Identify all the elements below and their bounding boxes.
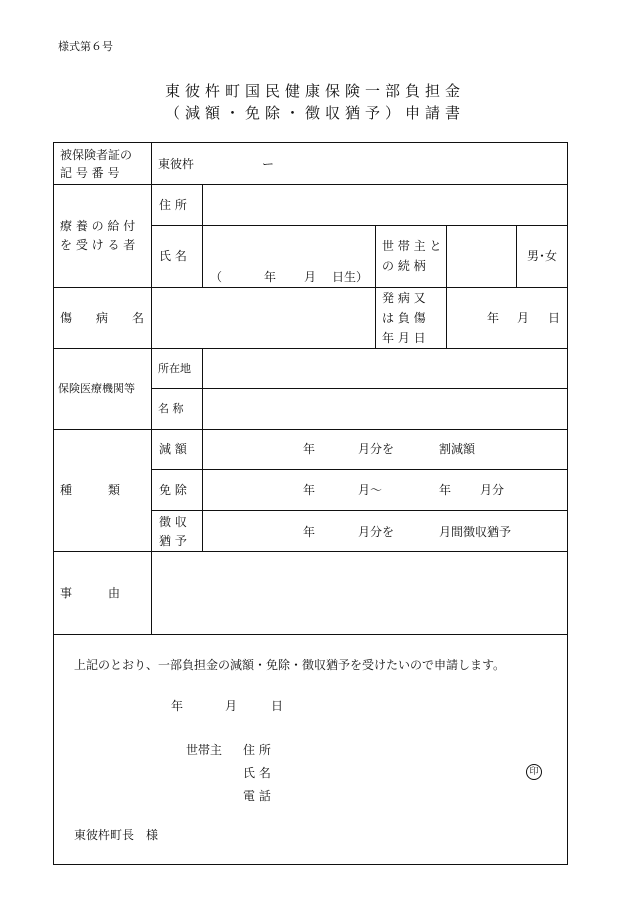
householder-name-label: 氏 名: [243, 766, 271, 780]
relation-label-line2: の 続 柄: [382, 259, 426, 273]
insured-card-label-line1: 被保険者証の: [60, 148, 133, 162]
row-divider: [53, 348, 568, 349]
birth-open-paren: （: [210, 270, 223, 284]
row-divider: [151, 469, 568, 470]
deferral-year: 年: [303, 525, 316, 539]
exemption-label: 免 除: [159, 483, 187, 497]
birth-year-label: 年: [264, 270, 277, 284]
type-label: 種 類: [60, 483, 121, 497]
householder-label: 世帯主: [186, 743, 223, 757]
relation-label-line1: 世 帯 主 と: [382, 239, 442, 253]
birth-month-label: 月: [304, 270, 317, 284]
date-month: 月: [225, 699, 238, 713]
deferral-period: 月間徴収猶予: [439, 525, 512, 539]
column-divider: [202, 348, 203, 551]
onset-year: 年: [487, 311, 500, 325]
row-divider: [151, 184, 568, 185]
exemption-year: 年: [303, 483, 316, 497]
column-divider: [516, 225, 517, 287]
column-divider: [446, 225, 447, 348]
recipient-name-label: 氏 名: [159, 249, 187, 263]
row-divider: [53, 551, 568, 552]
recipient-address-label: 住 所: [159, 198, 187, 212]
declaration-statement: 上記のとおり、一部負担金の減額・免除・徴収猶予を受けたいので申請します。: [74, 658, 506, 672]
exemption-month: 月～: [358, 483, 383, 497]
institution-label: 保険医療機関等: [58, 382, 135, 395]
recipient-label-line2: を 受 け る 者: [60, 238, 136, 252]
deferral-label-line1: 徴 収: [159, 515, 187, 529]
form-number: 様式第６号: [58, 40, 113, 53]
column-divider: [202, 184, 203, 287]
householder-address-label: 住 所: [243, 743, 271, 757]
sex-choice: 男･女: [527, 249, 558, 263]
deferral-month: 月分を: [358, 525, 395, 539]
date-year: 年: [171, 699, 184, 713]
reduction-label: 減 額: [159, 442, 187, 456]
row-divider: [53, 634, 568, 635]
row-divider: [151, 510, 568, 511]
birth-day-label: 日生）: [332, 270, 369, 284]
exemption-month-end: 月分: [480, 483, 505, 497]
onset-label-line3: 年 月 日: [382, 331, 426, 345]
row-divider: [151, 225, 568, 226]
reduction-rate: 割減額: [439, 442, 476, 456]
onset-month: 月: [517, 311, 530, 325]
onset-label-line1: 発 病 又: [382, 291, 426, 305]
seal-mark-icon: 印: [526, 764, 542, 780]
insured-card-label-line2: 記 号 番 号: [60, 166, 120, 180]
onset-label-line2: は 負 傷: [382, 311, 426, 325]
row-divider: [53, 287, 568, 288]
form-title-line1: 東彼杵町国民健康保険一部負担金: [164, 82, 465, 100]
institution-location-label: 所在地: [158, 362, 191, 375]
addressee: 東彼杵町長 様: [74, 828, 159, 842]
form-title-line2: （減額・免除・徴収猶予）申請書: [164, 104, 465, 122]
insured-card-prefix: 東彼杵: [158, 157, 195, 171]
householder-phone-label: 電 話: [243, 789, 271, 803]
column-divider: [151, 142, 152, 634]
onset-day: 日: [548, 311, 561, 325]
illness-name-label: 傷 病 名: [60, 311, 145, 325]
insured-card-dash: ー: [262, 157, 275, 171]
reduction-month: 月分を: [358, 442, 395, 456]
exemption-year-end: 年: [439, 483, 452, 497]
recipient-label-line1: 療 養 の 給 付: [60, 219, 136, 233]
reduction-year: 年: [303, 442, 316, 456]
row-divider: [53, 184, 151, 185]
date-day: 日: [271, 699, 284, 713]
reason-label: 事 由: [60, 586, 121, 600]
institution-name-label: 名 称: [158, 402, 184, 415]
column-divider: [375, 225, 376, 348]
deferral-label-line2: 猶 予: [159, 534, 187, 548]
row-divider: [53, 429, 568, 430]
row-divider: [151, 388, 568, 389]
